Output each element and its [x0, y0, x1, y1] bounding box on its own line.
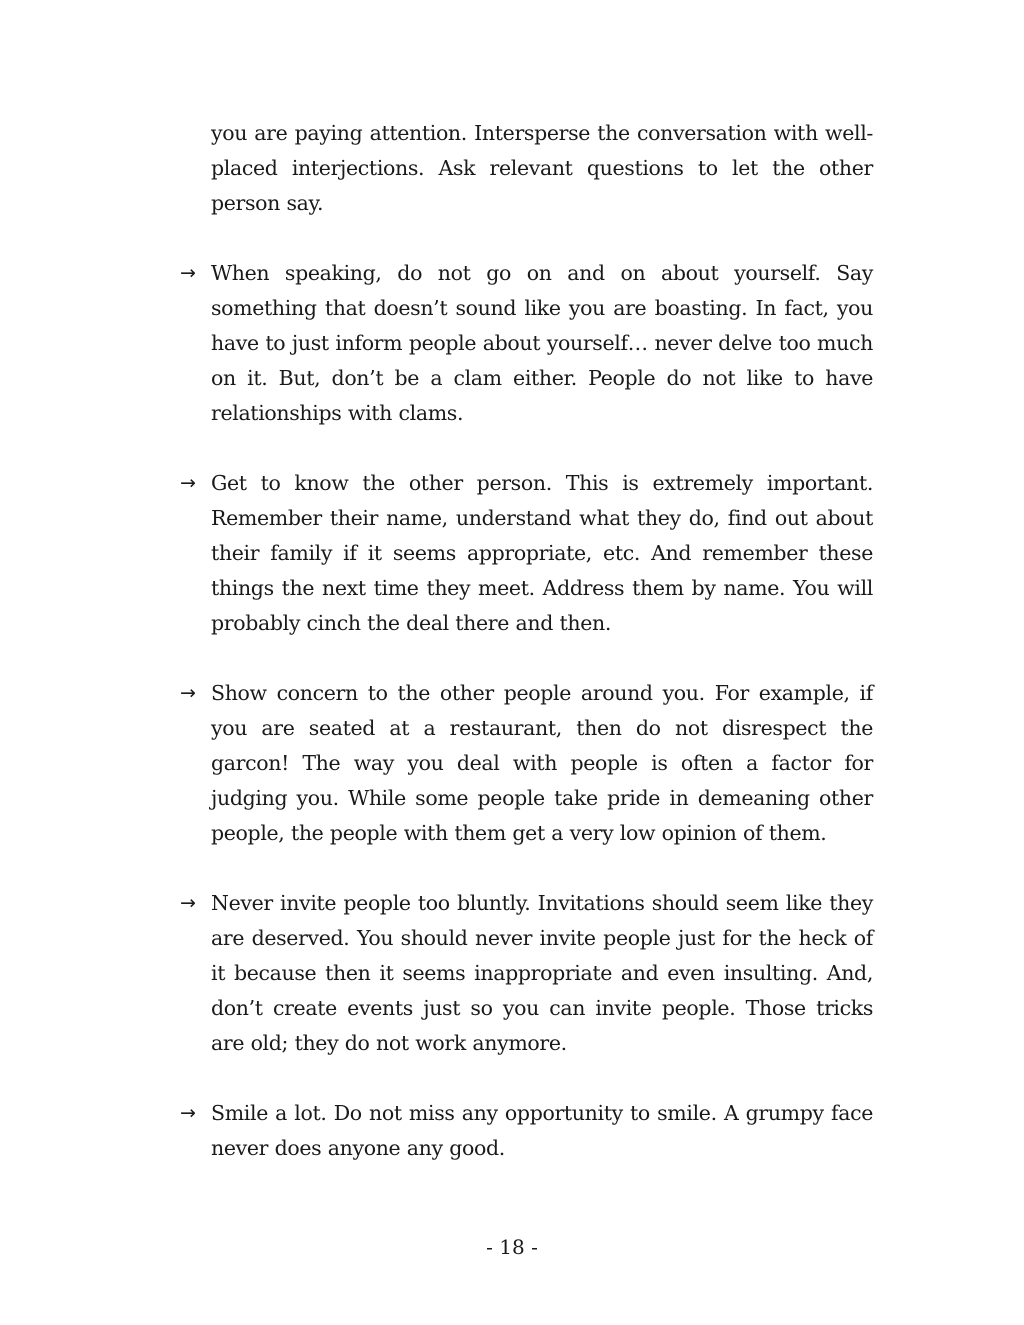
page-number: - 18 -	[486, 1235, 538, 1259]
arrow-bullet-icon: →	[180, 682, 196, 705]
bullet-text: Never invite people too bluntly. Invitations should seem like they are deserved. You should never invite people just for the heck of it because then it seems inappropriate and even insulting. And, don’t create events just so you can invite people. Those tricks are old; they do not work anymore.	[211, 891, 873, 1055]
bullet-text: When speaking, do not go on and on about yourself. Say something that doesn’t sound like you are boasting. In fact, you have to just inform people about yourself… never delve too much on it. But, don’t be a clam either. People do not like to have relationships with clams.	[211, 261, 873, 425]
arrow-bullet-icon: →	[180, 472, 196, 495]
arrow-bullet-icon: →	[180, 1102, 196, 1125]
bullet-item	[180, 256, 873, 430]
bullet-item	[180, 886, 873, 1060]
arrow-bullet-icon: →	[180, 262, 196, 285]
bullet-text: Smile a lot. Do not miss any opportunity to smile. A grumpy face never does anyone any good.	[211, 1101, 873, 1161]
bullet-item	[180, 1096, 873, 1166]
bullet-text: Show concern to the other people around you. For example, if you are seated at a restaurant, then do not disrespect the garcon! The way you deal with people is often a factor for judging you. While some people take pride in demeaning other people, the people with them get a very low opinion of them.	[211, 681, 873, 845]
arrow-bullet-icon: →	[180, 892, 196, 915]
page-content	[180, 116, 873, 1166]
bullet-item	[180, 466, 873, 640]
bullet-text: Get to know the other person. This is extremely important. Remember their name, understand what they do, find out about their family if it seems appropriate, etc. And remember these things the next time they meet. Address them by name. You will probably cinch the deal there and then.	[211, 471, 873, 635]
continuation-paragraph: you are paying attention. Intersperse the conversation with well-placed interjections. Ask relevant questions to let the other person say.	[211, 121, 873, 215]
bullet-item	[180, 676, 873, 850]
